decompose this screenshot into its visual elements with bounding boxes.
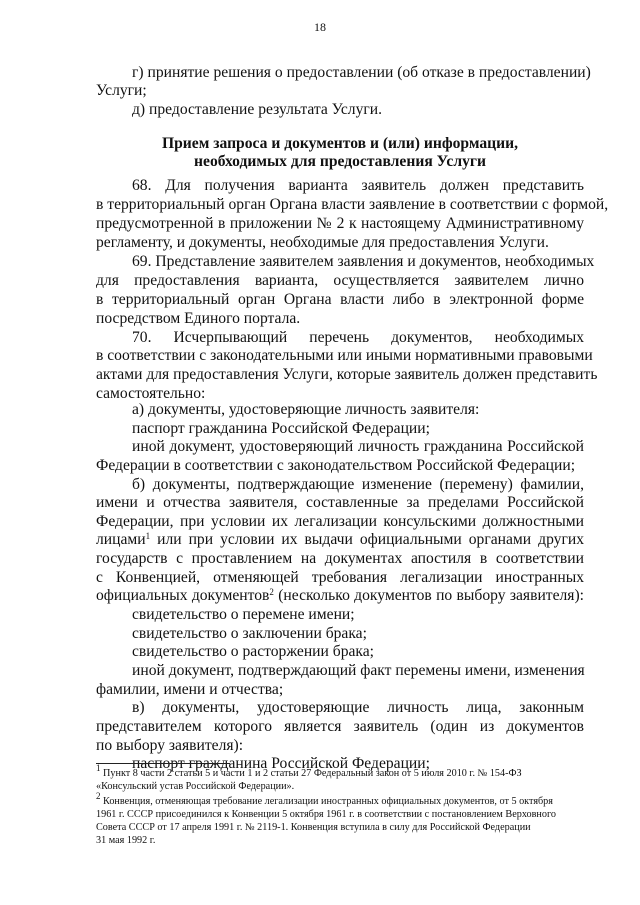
text-line bbox=[96, 531, 584, 549]
text-line bbox=[132, 699, 584, 717]
footnote-text: 1961 г. СССР присоединился к Конвенции 5 октября 1961 г. в соответствии с постановлением Верховного bbox=[96, 809, 556, 820]
text-run: предусмотренной в приложении № 2 к настоящему Административному bbox=[96, 215, 584, 232]
text-line bbox=[96, 550, 584, 568]
text-line bbox=[96, 718, 584, 736]
text-run: 69. Представление заявителем заявления и документов, необходимых bbox=[132, 253, 595, 270]
text-run: паспорт гражданина Российской Федерации; bbox=[132, 420, 430, 437]
text-line bbox=[132, 401, 584, 419]
text-run: по выбору заявителя): bbox=[96, 737, 244, 754]
text-line bbox=[96, 291, 584, 309]
text-run: иной документ, подтверждающий факт перемены имени, изменения bbox=[132, 662, 585, 679]
text-line bbox=[96, 82, 584, 100]
text-line bbox=[96, 494, 584, 512]
text-run: посредством Единого портала. bbox=[96, 310, 301, 327]
text-run: самостоятельно: bbox=[96, 385, 206, 402]
text-run: б) документы, подтверждающие изменение (перемену) фамилии, bbox=[132, 476, 584, 493]
text-line bbox=[96, 234, 584, 252]
text-line bbox=[96, 737, 584, 755]
footnote-text: Совета СССР от 17 апреля 1991 г. № 2119-1. Конвенция вступила в силу для Российской Федерации bbox=[96, 822, 531, 833]
footnote-line bbox=[96, 809, 584, 822]
text-run: с Конвенцией, отменяющей требования легализации иностранных bbox=[96, 569, 584, 586]
text-line bbox=[96, 569, 584, 587]
text-run: фамилии, имени и отчества; bbox=[96, 681, 284, 698]
text-run: паспорт гражданина Российской Федерации; bbox=[132, 755, 430, 772]
text-run: в территориальный орган Органа власти либо в электронной форме bbox=[96, 291, 584, 308]
footnote-text: «Консульский устав Российской Федерации». bbox=[96, 781, 295, 792]
text-run: Услуги; bbox=[96, 82, 147, 99]
text-line bbox=[96, 310, 584, 328]
text-run: а) документы, удостоверяющие личность заявителя: bbox=[132, 401, 480, 418]
text-run: в) документы, удостоверяющие личность лица, законным bbox=[132, 699, 584, 716]
text-run: официальных документов bbox=[96, 587, 270, 604]
text-line bbox=[96, 272, 584, 290]
text-line bbox=[96, 513, 584, 531]
text-run: д) предоставление результата Услуги. bbox=[132, 101, 383, 118]
text-run: государств с проставлением на документах апостиля в соответствии bbox=[96, 550, 584, 567]
text-line bbox=[96, 457, 584, 475]
text-run: в территориальный орган Органа власти заявление в соответствии с формой, bbox=[96, 196, 609, 213]
footnote-text: Пункт 8 части 2 статьи 5 и части 1 и 2 статьи 27 Федеральный закон от 5 июля 2010 г. № 154-ФЗ bbox=[100, 768, 522, 779]
text-line bbox=[96, 681, 584, 699]
text-run: представителем которого является заявитель (один из документов bbox=[96, 718, 584, 735]
text-run: или при условии их выдачи официальными органами других bbox=[150, 531, 584, 548]
text-line bbox=[132, 329, 584, 347]
text-line bbox=[96, 347, 593, 365]
text-run: Федерации, при условии их легализации консульскими должностными bbox=[96, 513, 584, 530]
footnote-divider bbox=[96, 763, 230, 764]
text-line bbox=[132, 438, 584, 456]
text-line bbox=[132, 625, 584, 643]
text-line bbox=[132, 420, 584, 438]
heading-line: необходимых для предоставления Услуги bbox=[194, 153, 486, 170]
footnote-text: 31 мая 1992 г. bbox=[96, 835, 156, 846]
text-line bbox=[96, 215, 584, 233]
text-line bbox=[96, 196, 609, 214]
footnote-line bbox=[96, 835, 584, 848]
text-run: свидетельство о перемене имени; bbox=[132, 606, 355, 623]
heading-line: Прием запроса и документов и (или) информации, bbox=[161, 135, 519, 152]
text-run: для предоставления варианта, осуществляется заявителем лично bbox=[96, 272, 584, 289]
text-run: г) принятие решения о предоставлении (об отказе в предоставлении) bbox=[132, 64, 591, 81]
text-run: свидетельство о расторжении брака; bbox=[132, 643, 375, 660]
text-line bbox=[132, 643, 584, 661]
footnote-marker: 1 bbox=[145, 531, 151, 541]
footnote-line bbox=[96, 791, 584, 809]
text-run: 70. Исчерпывающий перечень документов, необходимых bbox=[132, 329, 584, 346]
text-line bbox=[132, 101, 584, 119]
footnote-number: 1 bbox=[96, 763, 101, 773]
text-line bbox=[132, 662, 584, 680]
text-run: в соответствии с законодательными или иными нормативными правовыми bbox=[96, 347, 593, 364]
text-run: имени и отчества заявителя, составленные за пределами Российской bbox=[96, 494, 584, 511]
text-run: актами для предоставления Услуги, которые заявитель должен представить bbox=[96, 366, 598, 383]
text-run: (несколько документов по выбору заявителя): bbox=[273, 587, 584, 604]
text-line bbox=[132, 476, 584, 494]
page-number: 18 bbox=[314, 20, 326, 34]
text-line bbox=[96, 587, 584, 605]
text-line bbox=[96, 366, 598, 384]
text-line bbox=[132, 253, 595, 271]
footnote-line bbox=[96, 781, 584, 794]
footnote-marker: 2 bbox=[269, 587, 274, 597]
text-run: лицами bbox=[96, 531, 146, 548]
footnote-line bbox=[96, 822, 584, 835]
footnote-text: Конвенция, отменяющая требование легализации иностранных официальных документов, от 5 октября bbox=[100, 796, 553, 807]
text-line bbox=[132, 64, 591, 82]
text-run: регламенту, и документы, необходимые для предоставления Услуги. bbox=[96, 234, 549, 251]
text-line bbox=[132, 606, 584, 624]
footnote-number: 2 bbox=[96, 791, 101, 801]
text-run: Федерации в соответствии с законодательством Российской Федерации; bbox=[96, 457, 576, 474]
text-run: свидетельство о заключении брака; bbox=[132, 625, 367, 642]
text-run: 68. Для получения варианта заявитель должен представить bbox=[132, 177, 584, 194]
text-run: иной документ, удостоверяющий личность гражданина Российской bbox=[132, 438, 584, 455]
text-line bbox=[132, 177, 584, 195]
